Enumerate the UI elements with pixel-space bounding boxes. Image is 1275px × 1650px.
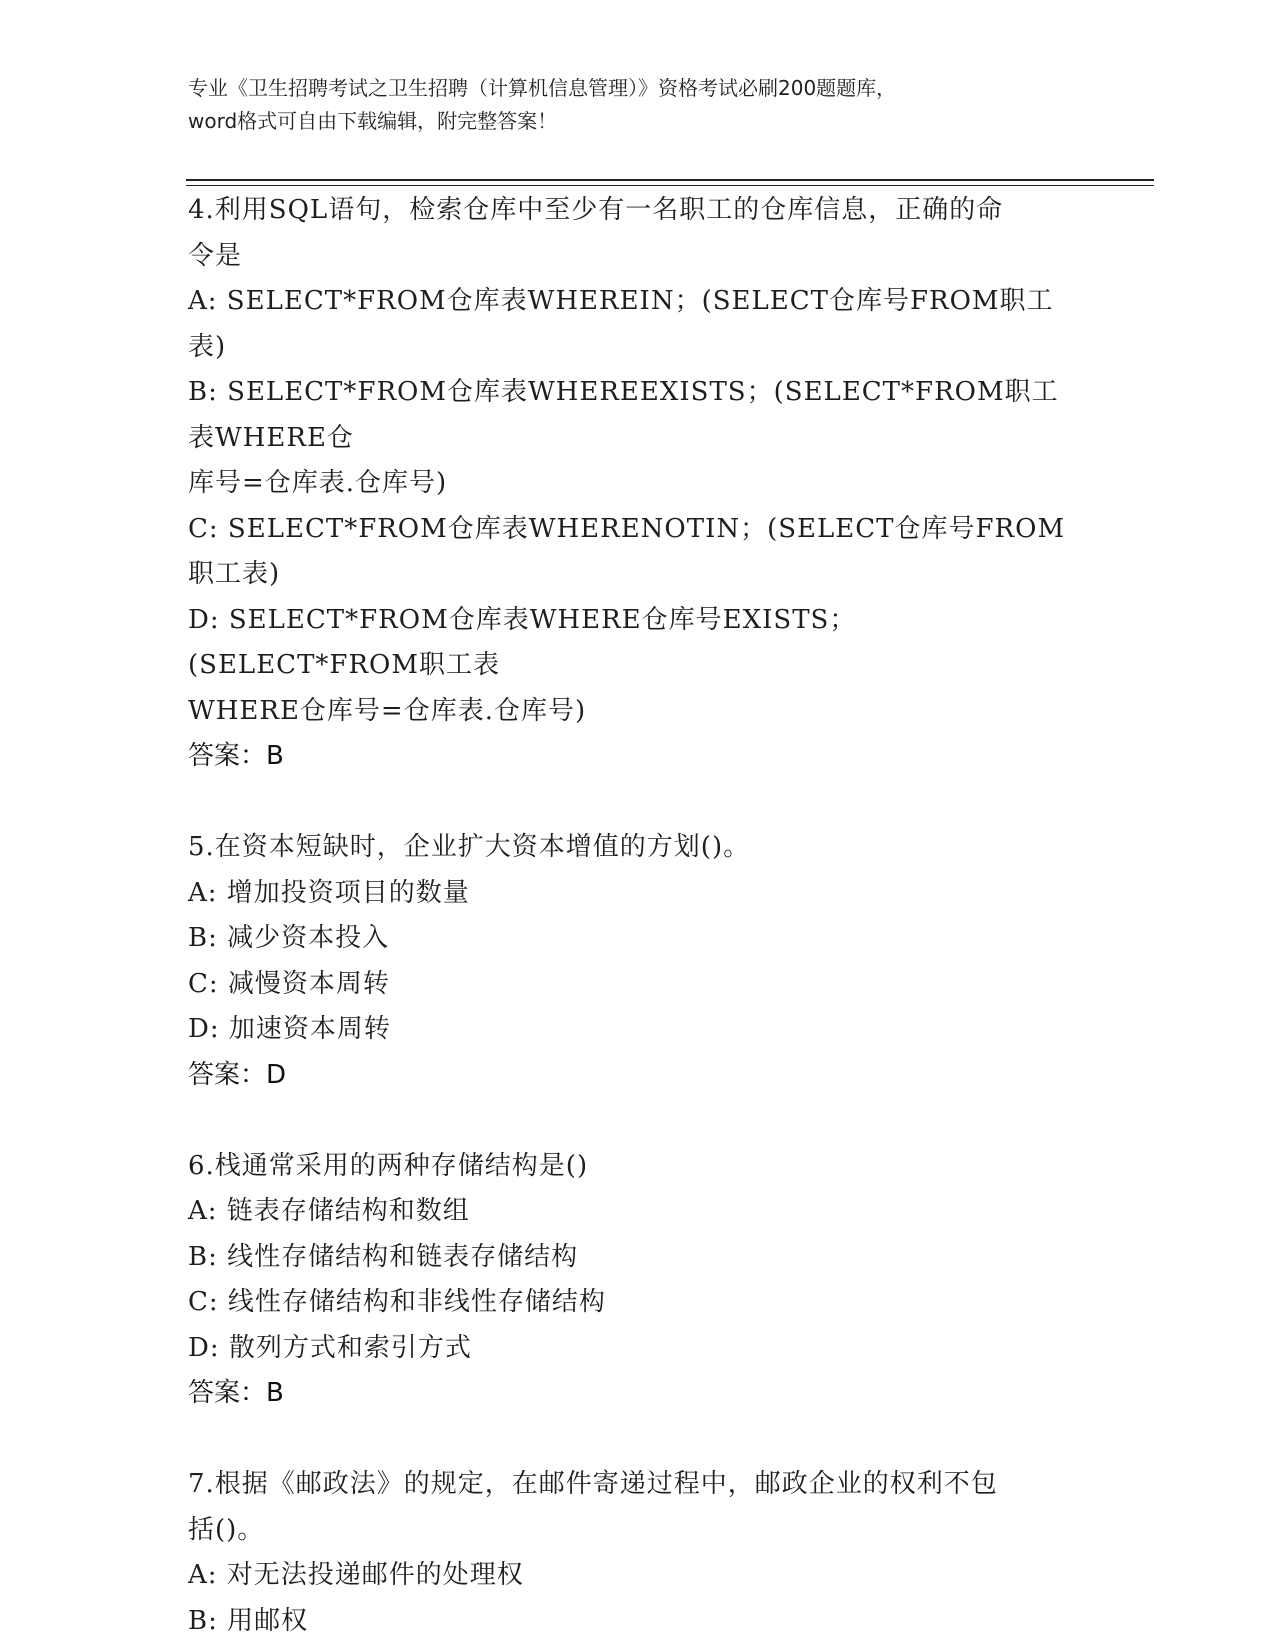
question-stem-line: 5.在资本短缺时，企业扩大资本增值的方划()。 [188, 832, 751, 862]
question-list [188, 188, 1068, 1644]
question-5 [188, 825, 1068, 1098]
question-stem-line: 7.根据《邮政法》的规定，在邮件寄递过程中，邮政企业的权利不包 [188, 1469, 998, 1499]
option-b: B: 用邮权 [188, 1605, 309, 1636]
option-d: D: 加速资本周转 [188, 1014, 391, 1044]
question-stem-line: 6.栈通常采用的两种存储结构是() [188, 1150, 589, 1181]
answer: 答案：B [188, 1378, 284, 1408]
option-c: C: 减慢资本周转 [188, 968, 390, 999]
header-line-2: word格式可自由下载编辑，附完整答案！ [188, 109, 558, 133]
option-c: C: SELECT*FROM仓库表WHERENOTIN；(SELECT仓库号FROM职工表) [188, 513, 1066, 589]
option-d-cont: WHERE仓库号=仓库表.仓库号) [188, 695, 587, 726]
header-divider-thin [186, 185, 1154, 186]
answer: 答案：D [188, 1059, 287, 1090]
document-header [188, 72, 1088, 138]
header-divider-thick [186, 179, 1154, 181]
option-c: C: 线性存储结构和非线性存储结构 [188, 1287, 606, 1317]
question-stem-line: 括()。 [188, 1514, 265, 1545]
option-d: D: 散列方式和索引方式 [188, 1332, 472, 1363]
option-b: B: 线性存储结构和链表存储结构 [188, 1241, 579, 1272]
question-6 [188, 1144, 1068, 1417]
option-a: A: 对无法投递邮件的处理权 [188, 1560, 524, 1590]
question-stem-line: 令是 [188, 240, 243, 271]
answer: 答案：B [188, 741, 284, 771]
option-a: A: 链表存储结构和数组 [188, 1196, 470, 1226]
question-stem-line: 4.利用SQL语句，检索仓库中至少有一名职工的仓库信息，正确的命 [188, 195, 1004, 225]
option-b: B: SELECT*FROM仓库表WHEREEXISTS；(SELECT*FROM职工表WHERE仓 [188, 377, 1059, 453]
option-a: A: 增加投资项目的数量 [188, 877, 470, 908]
question-7 [188, 1462, 1068, 1644]
option-b: B: 减少资本投入 [188, 923, 390, 953]
option-b-cont: 库号=仓库表.仓库号) [188, 468, 448, 498]
option-a: A: SELECT*FROM仓库表WHEREIN；(SELECT仓库号FROM职工表) [188, 286, 1054, 362]
option-d: D: SELECT*FROM仓库表WHERE仓库号EXISTS；(SELECT*FROM职工表 [188, 604, 857, 680]
header-line-1: 专业《卫生招聘考试之卫生招聘（计算机信息管理）》资格考试必刷200题题库， [188, 76, 897, 100]
question-4 [188, 188, 1068, 780]
